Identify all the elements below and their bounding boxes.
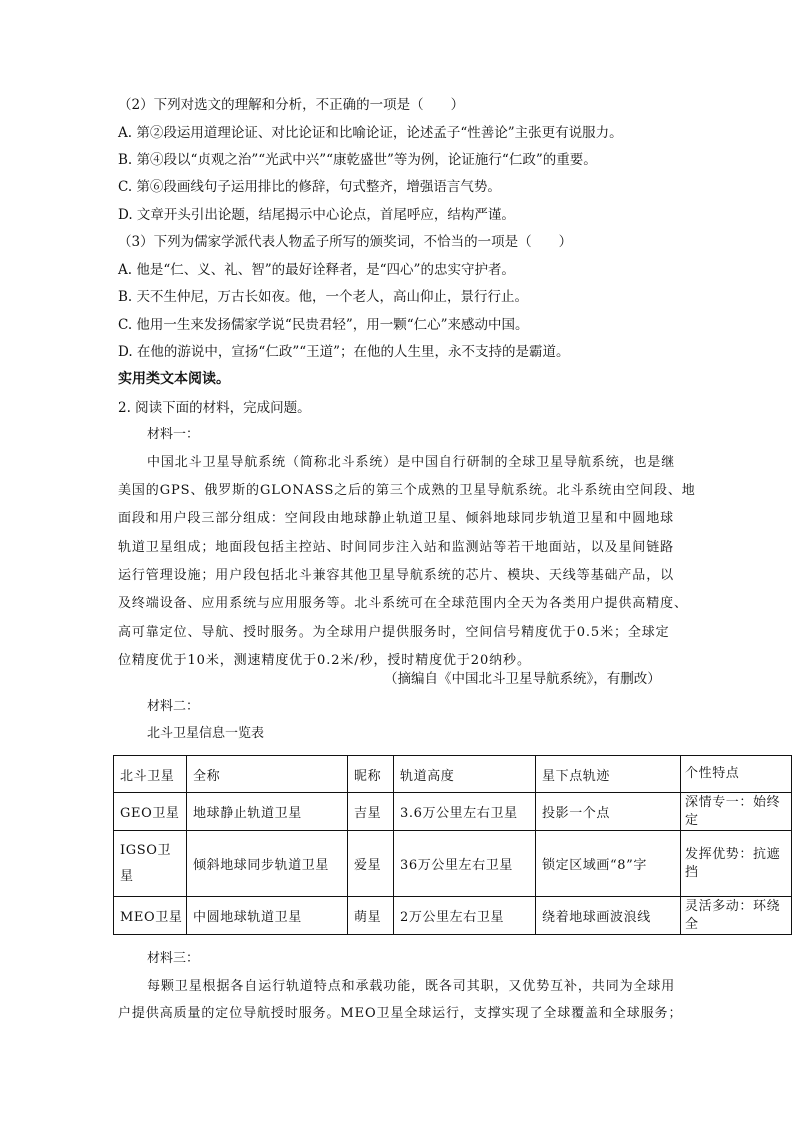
header-cell: 星下点轨迹 [536, 756, 681, 793]
table-row [114, 831, 792, 897]
option-d: D. 文章开头引出论题，结尾揭示中心论点，首尾呼应，结构严谨。 [118, 207, 515, 223]
question-3-stem: （3）下列为儒家学派代表人物孟子所写的颁奖词，不恰当的一项是（ ） [118, 234, 573, 250]
table-cell: 灵活多动：环绕全 [681, 897, 792, 935]
table-cell: 地球静止轨道卫星 [187, 793, 348, 831]
option-b: B. 第④段以“贞观之治”“光武中兴”“康乾盛世”等为例，论证施行“仁政”的重要。 [118, 152, 597, 168]
table-cell: 中圆地球轨道卫星 [187, 897, 348, 935]
table-header-row [114, 756, 792, 793]
table-title: 北斗卫星信息一览表 [147, 726, 265, 741]
table-cell: 发挥优势：抗遮挡 [681, 831, 792, 897]
paragraph-line: 美国的GPS、俄罗斯的GLONASS之后的第三个成熟的卫星导航系统。北斗系统由空间段、地 [118, 483, 696, 498]
material-label: 材料一： [147, 427, 200, 442]
paragraph-line: 轨道卫星组成；地面段包括主控站、时间同步注入站和监测站等若干地面站，以及星间链路 [118, 540, 675, 555]
paragraph-line: 运行管理设施；用户段包括北斗兼容其他卫星导航系统的芯片、模块、天线等基础产品，以 [118, 568, 675, 583]
question-2-stem: （2）下列对选文的理解和分析，不正确的一项是（ ） [118, 97, 465, 113]
header-cell: 北斗卫星 [114, 756, 187, 793]
option-d: D. 在他的游说中，宣扬“仁政”“王道”；在他的人生里，永不支持的是霸道。 [118, 344, 570, 360]
table-cell: 吉星 [348, 793, 394, 831]
paragraph-line: 每颗卫星根据各自运行轨道特点和承载功能，既各司其职，又优势互补，共同为全球用 [147, 979, 676, 994]
table-cell: 2万公里左右卫星 [394, 897, 536, 935]
table-cell: 3.6万公里左右卫星 [394, 793, 536, 831]
paragraph-line: 户提供高质量的定位导航授时服务。MEO卫星全球运行，支撑实现了全球覆盖和全球服务； [118, 1006, 683, 1021]
table-row [114, 793, 792, 831]
satellite-table [113, 755, 792, 935]
table-cell: GEO卫星 [114, 793, 187, 831]
table-cell: 36万公里左右卫星 [394, 831, 536, 897]
header-cell: 轨道高度 [394, 756, 536, 793]
paragraph-line: 高可靠定位、导航、授时服务。为全球用户提供服务时，空间信号精度优于0.5米；全球定 [118, 625, 670, 640]
option-c: C. 他用一生来发扬儒家学说“民贵君轻”，用一颗“仁心”来感动中国。 [118, 317, 529, 333]
material-label: 材料三： [147, 951, 200, 966]
header-cell: 全称 [187, 756, 348, 793]
header-cell: 昵称 [348, 756, 394, 793]
section-heading: 实用类文本阅读。 [118, 371, 230, 387]
table-cell: 深情专一：始终定 [681, 793, 792, 831]
table-cell: 绕着地球画波浪线 [536, 897, 681, 935]
table-cell: 爱星 [348, 831, 394, 897]
paragraph-line: 中国北斗卫星导航系统（简称北斗系统）是中国自行研制的全球卫星导航系统，也是继 [147, 455, 676, 470]
table-cell: MEO卫星 [114, 897, 187, 935]
table-cell: 倾斜地球同步轨道卫星 [187, 831, 348, 897]
source-citation: （摘编自《中国北斗卫星导航系统》，有删改） [384, 671, 661, 687]
paragraph-line: 位精度优于10米，测速精度优于0.2米/秒，授时精度优于20纳秒。 [118, 653, 531, 668]
paragraph-line: 及终端设备、应用系统与应用服务等。北斗系统可在全球范围内全天为各类用户提供高精度、 [118, 596, 688, 611]
paragraph-line: 面段和用户段三部分组成：空间段由地球静止轨道卫星、倾斜地球同步轨道卫星和中圆地球 [118, 511, 675, 526]
table-cell: IGSO卫星 [114, 831, 187, 897]
table-cell: 萌星 [348, 897, 394, 935]
option-c: C. 第⑥段画线句子运用排比的修辞，句式整齐，增强语言气势。 [118, 179, 501, 195]
option-a: A. 第②段运用道理论证、对比论证和比喻论证，论述孟子“性善论”主张更有说服力。 [118, 125, 623, 141]
option-a: A. 他是“仁、义、礼、智”的最好诠释者，是“四心”的忠实守护者。 [118, 262, 515, 278]
question-stem: 2. 阅读下面的材料，完成问题。 [118, 400, 311, 416]
header-cell: 个性特点 [681, 756, 792, 793]
option-b: B. 天不生仲尼，万古长如夜。他，一个老人，高山仰止，景行行止。 [118, 289, 529, 305]
table-row [114, 897, 792, 935]
table-cell: 锁定区域画“8”字 [536, 831, 681, 897]
table-cell: 投影一个点 [536, 793, 681, 831]
material-label: 材料二： [147, 699, 200, 714]
